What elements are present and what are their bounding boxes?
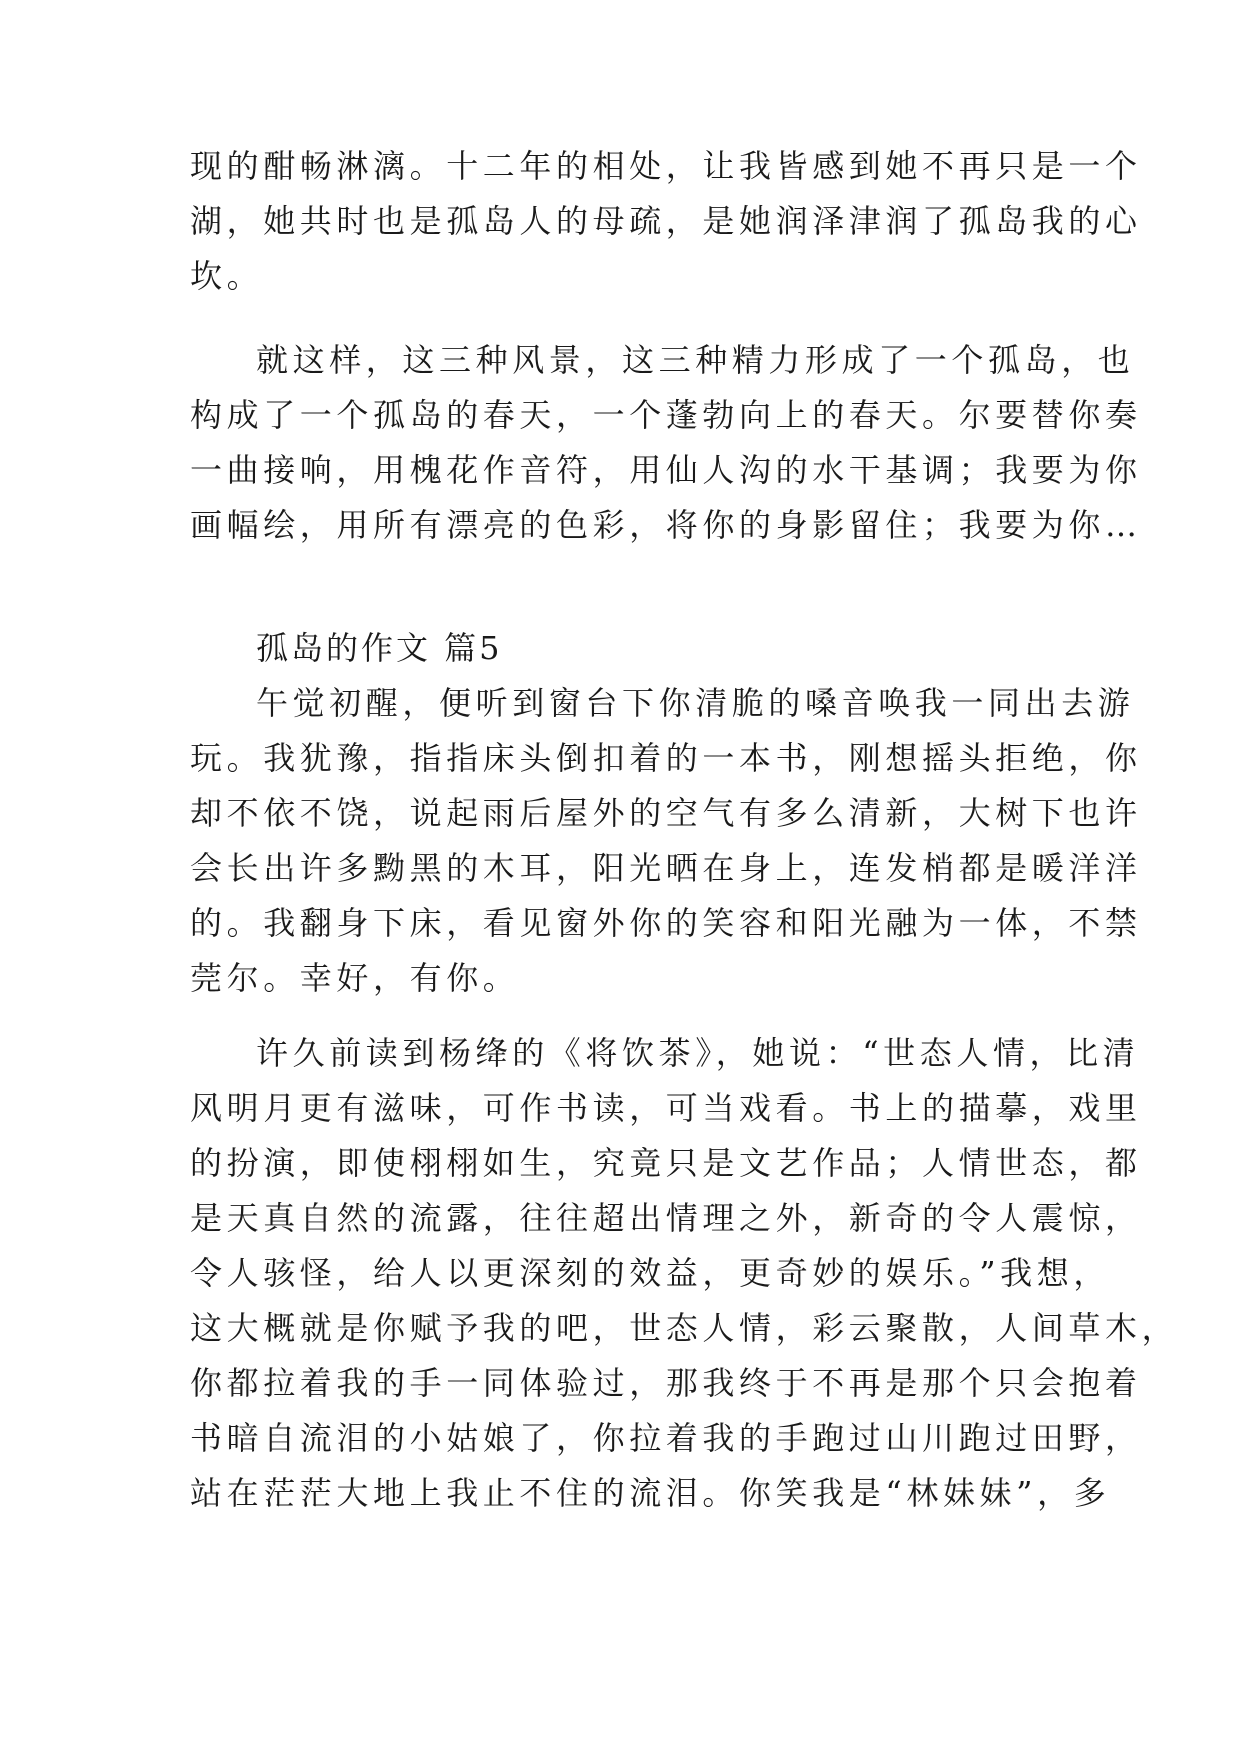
paragraph-line: 午觉初醒，便听到窗台下你清脆的嗓音唤我一同出去游 — [256, 684, 1135, 722]
paragraph-line: 玩。我犹豫，指指床头倒扣着的一本书，刚想摇头拒绝，你 — [190, 739, 1142, 777]
paragraph-line: 现的酣畅淋漓。十二年的相处，让我皆感到她不再只是一个 — [190, 147, 1142, 185]
paragraph-line: 是天真自然的流露，往往超出情理之外，新奇的令人震惊， — [190, 1199, 1142, 1237]
paragraph-line: 会长出许多黝黑的木耳，阳光晒在身上，连发梢都是暖洋洋 — [190, 849, 1142, 887]
paragraph-line: 就这样，这三种风景，这三种精力形成了一个孤岛，也 — [256, 341, 1135, 379]
paragraph-line: 令人骇怪，给人以更深刻的效益，更奇妙的娱乐。”我想， — [190, 1254, 1110, 1292]
paragraph-line: 你都拉着我的手一同体验过，那我终于不再是那个只会抱着 — [190, 1364, 1142, 1402]
paragraph-line: 书暗自流泪的小姑娘了，你拉着我的手跑过山川跑过田野， — [190, 1419, 1142, 1457]
paragraph-line: 却不依不饶，说起雨后屋外的空气有多么清新，大树下也许 — [190, 794, 1142, 832]
paragraph-line: 湖，她共时也是孤岛人的母疏，是她润泽津润了孤岛我的心 — [190, 202, 1142, 240]
paragraph-line: 一曲接响，用槐花作音符，用仙人沟的水干基调；我要为你 — [190, 451, 1142, 489]
paragraph-line: 许久前读到杨绛的《将饮茶》，她说：“世态人情，比清 — [256, 1034, 1140, 1072]
paragraph-line: 画幅绘，用所有漂亮的色彩，将你的身影留住；我要为你… — [190, 506, 1142, 544]
paragraph-line: 构成了一个孤岛的春天，一个蓬勃向上的春天。尔要替你奏 — [190, 396, 1142, 434]
paragraph-line: 坎。 — [190, 257, 264, 295]
paragraph-line: 这大概就是你赋予我的吧，世态人情，彩云聚散，人间草木， — [190, 1309, 1179, 1347]
paragraph-line: 站在茫茫大地上我止不住的流泪。你笑我是“林妹妹”，多 — [190, 1474, 1111, 1512]
paragraph-line: 莞尔。幸好，有你。 — [190, 959, 520, 997]
paragraph-line: 风明月更有滋味，可作书读，可当戏看。书上的描摹，戏里 — [190, 1089, 1142, 1127]
paragraph-line: 的扮演，即使栩栩如生，究竟只是文艺作品；人情世态，都 — [190, 1144, 1142, 1182]
paragraph-line: 的。我翻身下床，看见窗外你的笑容和阳光融为一体，不禁 — [190, 904, 1142, 942]
section-heading: 孤岛的作文 篇5 — [256, 629, 503, 667]
